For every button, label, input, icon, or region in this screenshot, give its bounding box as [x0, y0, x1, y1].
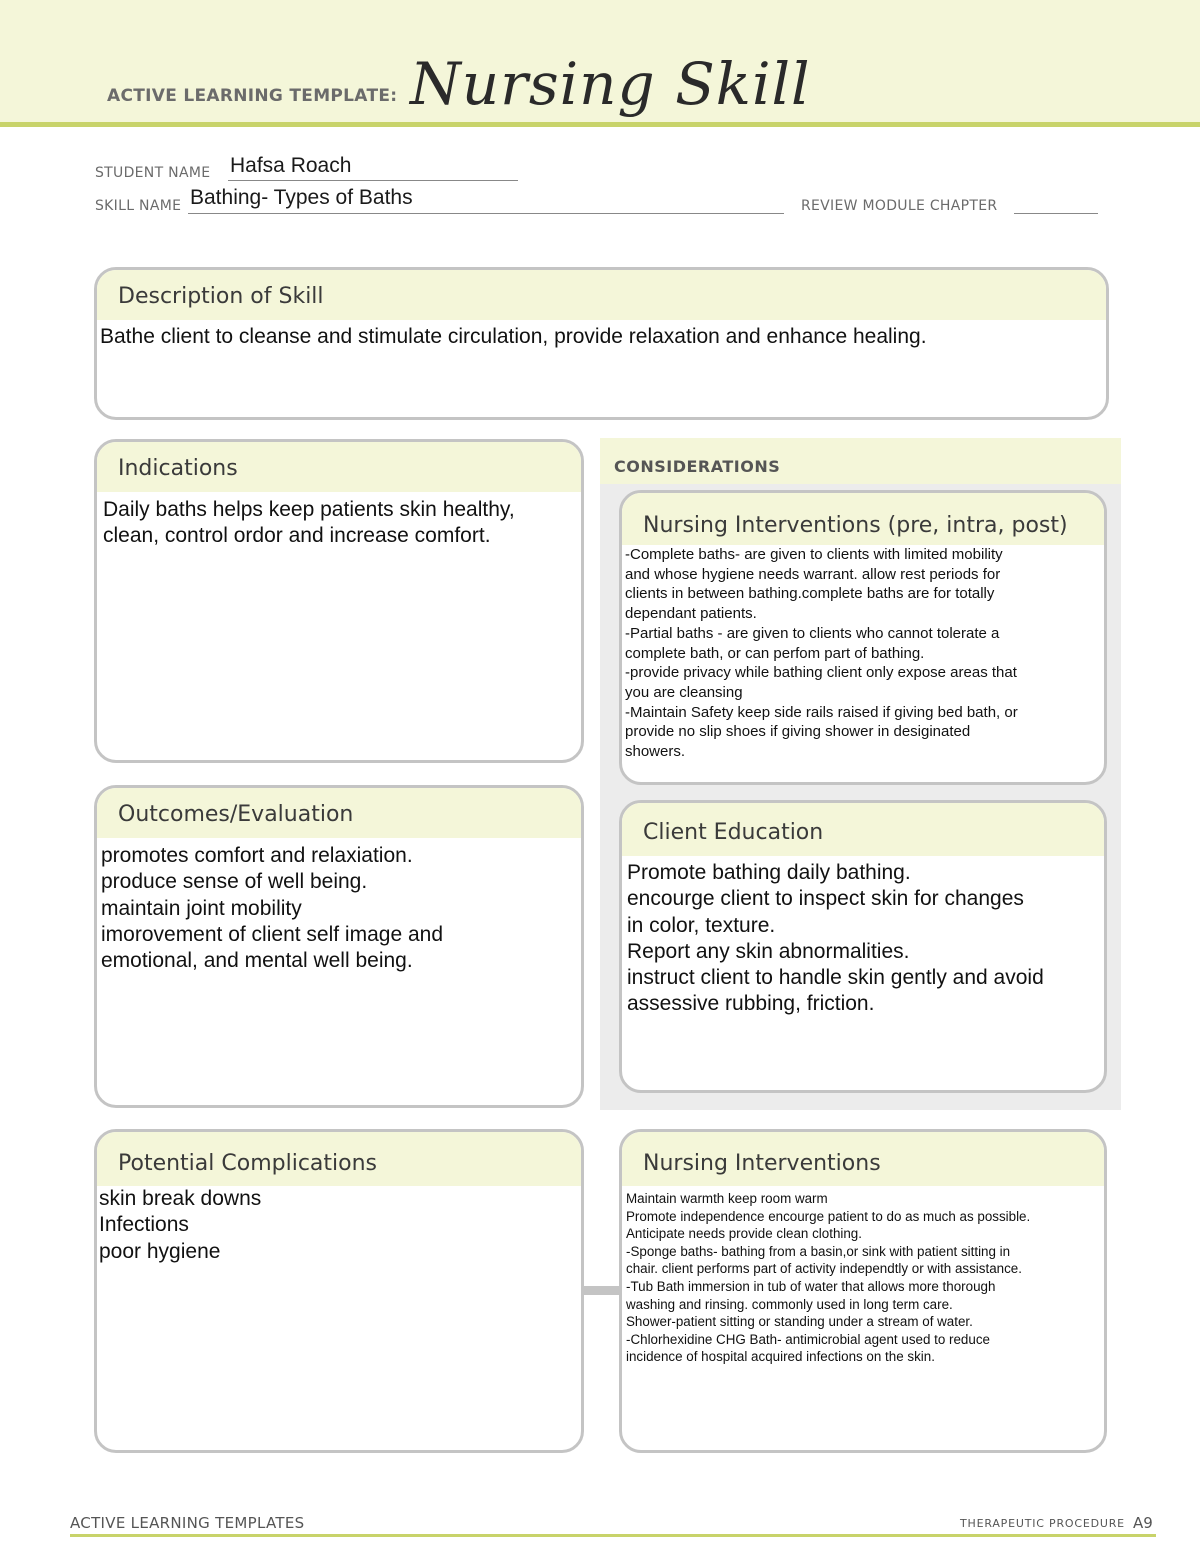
footer-divider [70, 1534, 1156, 1537]
nursing-interventions-pip-box [619, 490, 1107, 785]
student-name-label: STUDENT NAME [95, 165, 211, 181]
review-module-label: REVIEW MODULE CHAPTER [801, 198, 998, 214]
nursing-interventions-text[interactable]: Maintain warmth keep room warm Promote independence encourge patient to do as much as possible. Anticipate needs provide clean clothing. -Sponge baths- bathing from a basin,or sink with patient sitting in chair. client performs part of activity independtly or with assistance. -Tub Bath immersion in tub of water that allows more thorough washing and rinsing. commonly used in long term care. Shower-patient sitting or standing under a stream of water. -Chlorhexidine CHG Bath- antimicrobial agent used to reduce incidence of hospital acquired infections on the skin. [626, 1191, 1031, 1365]
complications-text[interactable]: skin break downs Infections poor hygiene [99, 1187, 262, 1263]
page-header [0, 0, 1200, 127]
indications-box [94, 439, 584, 763]
complications-heading: Potential Complications [97, 1132, 581, 1186]
footer-right-label: THERAPEUTIC PROCEDURE [960, 1517, 1125, 1530]
client-education-box [619, 800, 1107, 1093]
page-title: Nursing Skill [410, 50, 811, 118]
box-connector [582, 1286, 620, 1295]
client-education-heading: Client Education [622, 803, 1104, 856]
skill-name-line [188, 213, 784, 214]
student-name-line [228, 180, 518, 181]
template-label: ACTIVE LEARNING TEMPLATE: [107, 86, 398, 106]
description-text[interactable]: Bathe client to cleanse and stimulate circulation, provide relaxation and enhance healing. [100, 325, 927, 348]
considerations-header [600, 438, 1121, 484]
student-name-field[interactable]: Hafsa Roach [230, 154, 352, 177]
page-number: A9 [1133, 1514, 1153, 1532]
nursing-interventions-box [619, 1129, 1107, 1453]
indications-text[interactable]: Daily baths helps keep patients skin healthy, clean, control ordor and increase comfort. [103, 498, 515, 547]
review-module-field[interactable] [1014, 213, 1098, 214]
complications-box [94, 1129, 584, 1453]
nursing-interventions-heading: Nursing Interventions [622, 1132, 1104, 1186]
outcomes-box [94, 785, 584, 1108]
description-heading: Description of Skill [97, 270, 1106, 320]
considerations-label: CONSIDERATIONS [614, 457, 781, 476]
indications-heading: Indications [97, 442, 581, 492]
skill-name-label: SKILL NAME [95, 198, 182, 214]
outcomes-text[interactable]: promotes comfort and relaxiation. produce sense of well being. maintain joint mobility imorovement of client self image and emotional, and mental well being. [101, 844, 443, 973]
description-box [94, 267, 1109, 420]
client-education-text[interactable]: Promote bathing daily bathing. encourge client to inspect skin for changes in color, texture. Report any skin abnormalities. instruct client to handle skin gently and avoid assessive rubbing, friction. [627, 861, 1044, 1016]
outcomes-heading: Outcomes/Evaluation [97, 788, 581, 838]
nursing-interventions-pip-heading: Nursing Interventions (pre, intra, post) [622, 493, 1104, 545]
footer-left-label: ACTIVE LEARNING TEMPLATES [70, 1514, 305, 1532]
skill-name-field[interactable]: Bathing- Types of Baths [190, 186, 413, 209]
nursing-interventions-pip-text[interactable]: -Complete baths- are given to clients with limited mobility and whose hygiene needs warrant. allow rest periods for clients in between bathing.complete baths are for totally dependant patients. -Partial baths - are given to clients who cannot tolerate a complete bath, or can perfom part of bathing. -provide privacy while bathing client only expose areas that you are cleansing -Maintain Safety keep side rails raised if giving bed bath, or provide no slip shoes if giving shower in desiginated showers. [625, 546, 1018, 761]
